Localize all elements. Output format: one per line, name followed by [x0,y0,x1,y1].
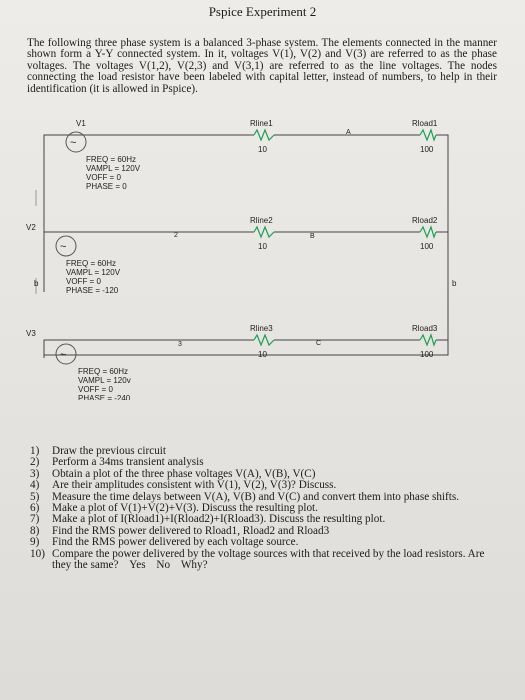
rload2-label: Rload2 [412,216,438,225]
node-2-label: 2 [174,232,178,239]
question-list [30,446,490,571]
three-phase-circuit-diagram [0,110,525,400]
v3-phase: PHASE = -240 [78,394,131,400]
node-3-label: 3 [178,341,182,348]
question-number: 1) [30,445,40,457]
v1-voff: VOFF = 0 [86,173,121,182]
answer-yes: Yes [129,559,146,572]
question-number: 10) [30,547,45,560]
v1-phase: PHASE = 0 [86,182,127,191]
rload3-symbol [420,335,436,345]
v1-label: V1 [76,119,86,128]
answer-why: Why? [180,559,208,572]
v2-phase: PHASE = -120 [66,286,119,295]
rload1-symbol [420,130,436,140]
rline1-symbol [254,130,274,140]
question-number: 9) [30,536,40,549]
v2-vampl: VAMPL = 120V [66,268,121,277]
rline2-value: 10 [258,242,267,251]
page-title: Pspice Experiment 2 [208,4,317,19]
node-c-label: C [316,340,322,347]
question-number: 4) [30,479,40,492]
v2-freq: FREQ = 60Hz [66,259,117,268]
v2-label: V2 [26,223,36,232]
question-number: 2) [30,456,40,469]
rline1-value: 10 [258,145,267,154]
rload2-symbol [420,227,436,237]
question-number: 7) [30,513,40,526]
node-b-label: B [310,233,315,240]
v3-label: V3 [26,329,36,338]
question-text: Compare the power delivered by the voltage sources with that received by the load resistors. Are they the same? [52,547,485,572]
v3-freq: FREQ = 60Hz [78,367,129,376]
question-item [30,549,490,572]
rline2-label: Rline2 [250,216,273,225]
v3-vampl: VAMPL = 120v [78,376,131,385]
svg-text:~: ~ [70,137,77,149]
rload2-value: 100 [420,242,434,251]
ground-left-label: b [34,279,39,288]
v1-vampl: VAMPL = 120V [86,164,141,173]
v3-voff: VOFF = 0 [78,385,113,394]
rload1-value: 100 [420,145,434,154]
source-v3-symbol [56,344,76,364]
v2-voff: VOFF = 0 [66,277,101,286]
question-number: 3) [30,467,40,480]
rline3-value: 10 [258,350,267,359]
question-text: Draw the previous circuit [52,445,167,457]
question-text: Are their amplitudes consistent with V(1), V(2), V(3)? Discuss. [52,479,337,492]
rline3-symbol [254,335,274,345]
intro-paragraph: The following three phase system is a balanced 3-phase system. The elements connected in the manner shown form a Y-Y connected system. In it, voltages V(1), V(2) and V(3) are referred to as the phase voltages. The voltages V(1,2), V(2,3) and V(3,1) are referred to as the line voltages. The nodes connecting the load resistor have been labeled with capital letter, instead of numbers, to help in their identification (it is allowed in Pspice). [27,37,497,95]
svg-text:~: ~ [60,349,67,361]
svg-text:~: ~ [60,241,67,253]
rline3-label: Rline3 [250,324,273,333]
ground-right-label: b [452,279,457,288]
answer-no: No [156,559,171,572]
v1-freq: FREQ = 60Hz [86,155,137,164]
question-item [30,480,490,491]
rload3-label: Rload3 [412,324,438,333]
question-text: Make a plot of I(Rload1)+I(Rload2)+I(Rload3). Discuss the resulting plot. [52,513,386,526]
rline1-label: Rline1 [250,119,273,128]
question-text: Obtain a plot of the three phase voltages V(A), V(B), V(C) [52,467,316,480]
question-text: Perform a 34ms transient analysis [52,456,204,469]
source-v2-symbol [56,236,76,256]
question-number: 6) [30,502,40,515]
rload1-label: Rload1 [412,119,438,128]
question-text: Make a plot of V(1)+V(2)+V(3). Discuss the resulting plot. [52,502,318,515]
node-a-label: A [346,129,351,136]
question-number: 5) [30,490,40,503]
rload3-value: 100 [420,350,434,359]
rline2-symbol [254,227,274,237]
question-text: Find the RMS power delivered by each voltage source. [52,536,299,549]
question-text: Find the RMS power delivered to Rload1, Rload2 and Rload3 [52,524,330,537]
question-text: Measure the time delays between V(A), V(B) and V(C) and convert them into phase shifts. [52,490,459,503]
question-number: 8) [30,524,40,537]
